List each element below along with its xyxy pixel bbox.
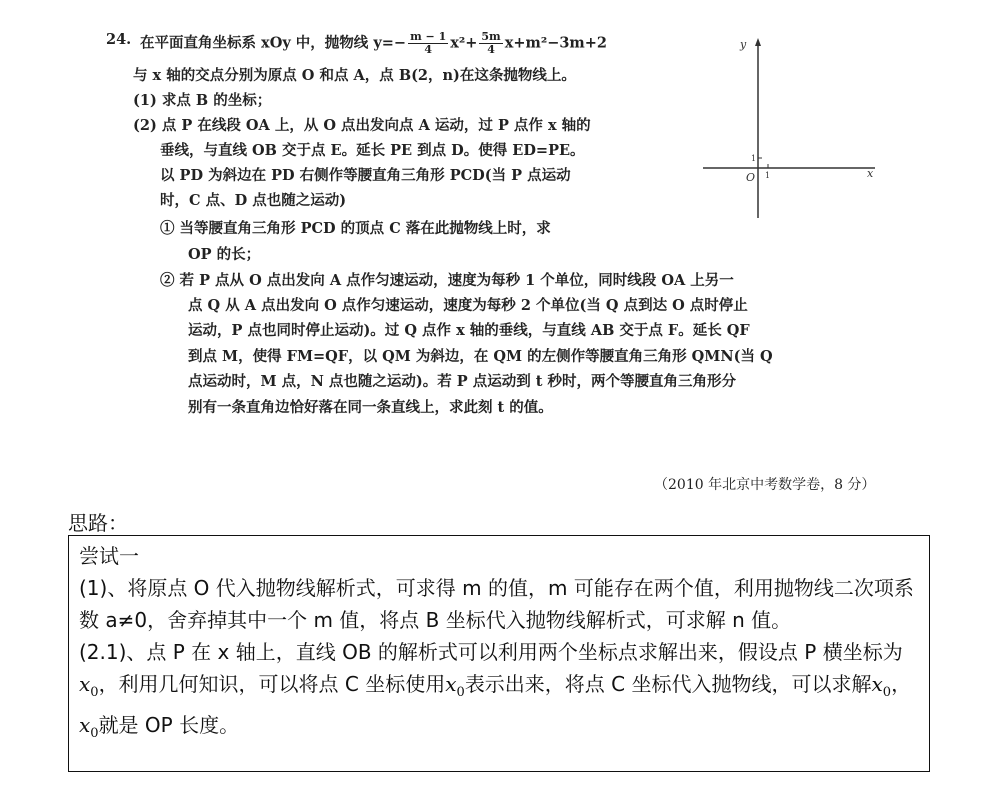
solution-heading: 尝试一 [79, 544, 139, 568]
solution-part-1: (1)、将原点 O 代入抛物线解析式，可求得 m 的值，m 可能存在两个值，利用抛物线二次项系数 a≠0，舍弃掉其中一个 m 值，将点 B 坐标代入抛物线解析式，可求解 n 值。 [79, 576, 914, 632]
var-x0 [79, 713, 99, 741]
fraction-1-numerator: m − 1 [410, 30, 447, 43]
y-axis-label: y [740, 38, 747, 51]
problem-line: 别有一条直角边恰好落在同一条直线上，求此刻 t 的值。 [188, 399, 553, 416]
var-base: x [79, 713, 91, 737]
var-sub: 0 [456, 685, 465, 700]
fraction-1-denominator: 4 [424, 43, 432, 56]
problem-line: 运动，P 点也同时停止运动)。过 Q 点作 x 轴的垂线，与直线 AB 交于点 F。延长 QF [188, 322, 750, 339]
y-tick-label: 1 [751, 154, 757, 163]
var-x0 [79, 672, 99, 700]
line1-post: x+m²−3m+2 [504, 34, 608, 52]
var-x0 [871, 672, 892, 700]
var-sub: 0 [882, 685, 892, 700]
origin-label: O [746, 171, 756, 184]
var-x0 [445, 672, 465, 700]
var-base: x [79, 672, 91, 696]
question-number: 24. [106, 31, 132, 48]
x-axis-label: x [867, 167, 874, 180]
problem-line: 到点 M，使得 FM=QF，以 QM 为斜边，在 QM 的左侧作等腰直角三角形 QMN(当 Q [188, 348, 773, 365]
p2-text-a: (2.1)、点 P 在 x 轴上，直线 OB 的解析式可以利用两个坐标点求解出来，假设点 P 横坐标为 [79, 640, 903, 664]
problem-line: 点运动时，M 点，N 点也随之运动)。若 P 点运动到 t 秒时，两个等腰直角三角形分 [188, 373, 737, 390]
problem-line: (2) 点 P 在线段 OA 上，从 O 点出发向点 A 运动，过 P 点作 x 轴的 [133, 117, 591, 134]
line1-mid: x²+ [450, 34, 478, 52]
fraction-2-denominator: 4 [487, 43, 495, 56]
problem-line: 垂线，与直线 OB 交于点 E。延长 PE 到点 D。使得 ED=PE。 [160, 142, 585, 159]
p2-text-c: 表示出来，将点 C 坐标代入抛物线，可以求解 [464, 672, 872, 696]
problem-line: (1) 求点 B 的坐标； [133, 92, 272, 109]
solution-box [68, 535, 930, 772]
p2-text-e: 就是 OP 长度。 [98, 713, 240, 737]
fraction-2-numerator: 5m [481, 30, 501, 43]
problem-line: OP 的长； [188, 246, 261, 263]
problem-line: ① 当等腰直角三角形 PCD 的顶点 C 落在此抛物线上时，求 [160, 220, 551, 237]
p2-text-b: ，利用几何知识，可以将点 C 坐标使用 [98, 672, 446, 696]
p2-text-d: ， [891, 672, 912, 696]
coordinate-axes-figure [695, 30, 890, 230]
problem-source: （2010 年北京中考数学卷，8 分） [654, 477, 876, 493]
thinking-title: 思路： [68, 511, 128, 535]
problem-line: 时，C 点、D 点也随之运动) [160, 192, 347, 209]
problem-line: 点 Q 从 A 点出发向 O 点作匀速运动，速度为每秒 2 个单位(当 Q 点到达 O 点时停止 [188, 297, 748, 314]
problem-line: ② 若 P 点从 O 点出发向 A 点作匀速运动，速度为每秒 1 个单位，同时线段 OA 上另一 [160, 272, 734, 289]
var-base: x [871, 672, 883, 696]
line1-pre: 在平面直角坐标系 xOy 中，抛物线 y=− [140, 34, 407, 52]
problem-line: 与 x 轴的交点分别为原点 O 和点 A，点 B(2，n)在这条抛物线上。 [133, 67, 576, 84]
var-base: x [445, 672, 457, 696]
solution-part-2-1 [79, 636, 919, 750]
x-tick-label: 1 [765, 171, 771, 180]
problem-line: 以 PD 为斜边在 PD 右侧作等腰直角三角形 PCD(当 P 点运动 [160, 167, 571, 184]
fraction-1 [408, 31, 448, 56]
var-sub: 0 [90, 685, 99, 700]
var-sub: 0 [90, 726, 99, 741]
y-axis-arrow [755, 38, 761, 46]
fraction-2 [479, 31, 502, 56]
problem-line-1 [140, 31, 607, 56]
